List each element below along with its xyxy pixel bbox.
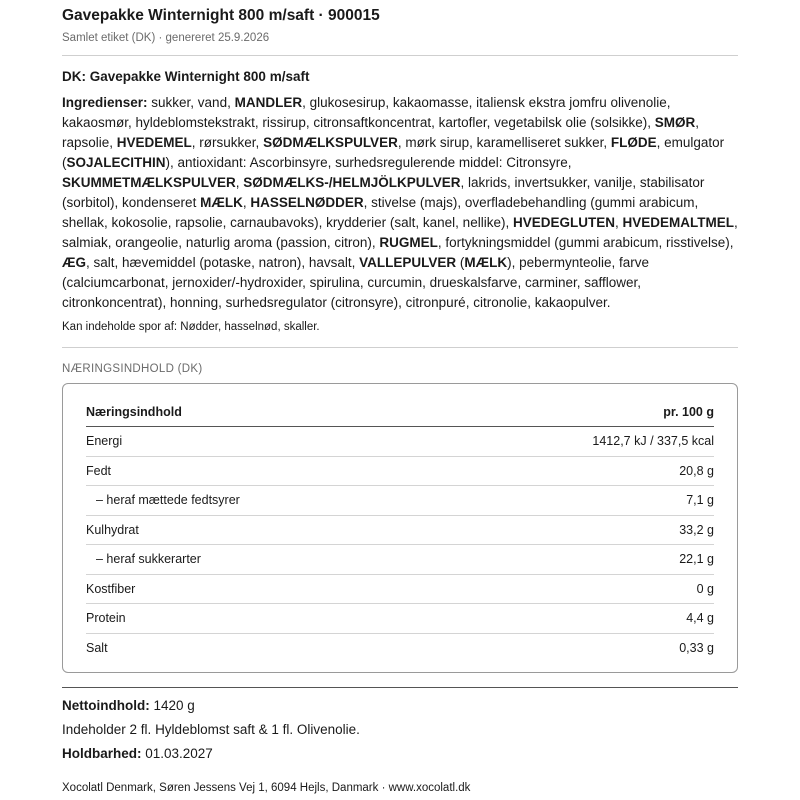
net-content-value: 1420 g — [149, 698, 195, 713]
nutrient-name: Energi — [86, 427, 437, 457]
ingredient-text: , salt, hævemiddel (potaske, natron), havsalt, — [86, 255, 360, 270]
allergen-ingredient: MANDLER — [234, 95, 303, 110]
page-subtitle: Samlet etiket (DK) · genereret 25.9.2026 — [62, 32, 270, 44]
ingredient-text: ), antioxidant: Ascorbinsyre, surhedsregulerende middel: Citronsyre, — [165, 155, 572, 170]
nutrient-value: 0 g — [437, 574, 714, 604]
allergen-ingredient: MÆLK — [464, 255, 508, 270]
ingredient-text: , — [614, 215, 623, 230]
nutrient-value: 7,1 g — [437, 486, 714, 516]
best-before — [62, 745, 738, 763]
ingredients-list — [62, 95, 738, 310]
nutrition-header-row — [86, 398, 714, 427]
ingredient-text: , rørsukker, — [191, 135, 264, 150]
allergen-ingredient: ÆG — [62, 255, 87, 270]
allergen-ingredient: HVEDEGLUTEN — [512, 215, 615, 230]
product-name: DK: Gavepakke Winternight 800 m/saft — [62, 69, 310, 84]
best-before-label: Holdbarhed: — [62, 746, 142, 761]
nutrient-value: 1412,7 kJ / 337,5 kcal — [437, 427, 714, 457]
allergen-ingredient: SKUMMETMÆLKSPULVER — [62, 175, 236, 190]
nutrition-row — [86, 456, 714, 486]
ingredients-label: Ingredienser: — [62, 95, 148, 110]
ingredient-text: , lakrids, invertsukker, vanilje, stabilisator (sorbitol), kondenseret — [62, 175, 705, 210]
page-title: Gavepakke Winternight 800 m/saft · 900015 — [62, 7, 380, 24]
nutrition-header-value: pr. 100 g — [437, 398, 714, 427]
allergen-ingredient: SØDMÆLKSPULVER — [263, 135, 398, 150]
ingredient-text: , stivelse (majs), overfladebehandling (gummi arabicum, shellak, kokosolie, rapsolie, carnaubavoks), krydderier (salt, kanel, nellike), — [62, 195, 699, 230]
ingredient-text: , fortykningsmiddel (gummi arabicum, risstivelse), — [437, 235, 734, 250]
nutrient-value: 20,8 g — [437, 456, 714, 486]
net-content — [62, 697, 738, 715]
nutrition-row — [86, 633, 714, 662]
nutrient-value: 4,4 g — [437, 604, 714, 634]
nutrition-table — [86, 398, 714, 662]
ingredient-text: ( — [456, 255, 465, 270]
ingredient-text: sukker, vand, — [147, 95, 235, 110]
nutrient-name: Fedt — [86, 456, 437, 486]
nutrition-section-label: NÆRINGSINDHOLD (DK) — [62, 363, 203, 375]
nutrient-value: 22,1 g — [437, 545, 714, 575]
ingredient-text: , glukosesirup, kakaomasse, italiensk ekstra jomfru olivenolie, kakaosmør, hyldeblomstekstrakt, rissirup, citronsaftkoncentrat, kartofler, vegetabilsk olie (solsikke), — [62, 95, 671, 130]
nutrient-name: – heraf sukkerarter — [86, 545, 437, 575]
ingredient-text: , — [235, 175, 244, 190]
manufacturer-address: Xocolatl Denmark, Søren Jessens Vej 1, 6094 Hejls, Danmark · www.xocolatl.dk — [62, 782, 471, 794]
allergen-ingredient: SMØR — [654, 115, 696, 130]
divider — [62, 687, 738, 688]
allergen-ingredient: SØDMÆLKS-/HELMJÖLKPULVER — [243, 175, 461, 190]
nutrition-row — [86, 486, 714, 516]
nutrient-name: – heraf mættede fedtsyrer — [86, 486, 437, 516]
nutrition-header-name: Næringsindhold — [86, 398, 437, 427]
allergen-ingredient: RUGMEL — [379, 235, 438, 250]
nutrient-value: 33,2 g — [437, 515, 714, 545]
nutrition-row — [86, 427, 714, 457]
ingredient-text: , mørk sirup, karamelliseret sukker, — [397, 135, 611, 150]
nutrient-name: Kulhydrat — [86, 515, 437, 545]
ingredient-text: , salmiak, orangeolie, naturlig aroma (passion, citron), — [62, 215, 738, 250]
nutrient-value: 0,33 g — [679, 640, 714, 655]
ingredient-text: , emulgator ( — [62, 135, 725, 170]
contains-note: Indeholder 2 fl. Hyldeblomst saft & 1 fl. Olivenolie. — [62, 722, 360, 737]
nutrition-row — [86, 574, 714, 604]
allergen-ingredient: SOJALECITHIN — [66, 155, 166, 170]
nutrition-row — [86, 604, 714, 634]
nutrient-name: Protein — [86, 604, 437, 634]
ingredient-text: , rapsolie, — [62, 115, 699, 150]
allergen-trace-note: Kan indeholde spor af: Nødder, hasselnød, skaller. — [62, 321, 320, 333]
nutrient-name: Salt — [86, 640, 108, 655]
allergen-ingredient: VALLEPULVER — [359, 255, 457, 270]
nutrition-table-box — [62, 383, 738, 673]
allergen-ingredient: HVEDEMEL — [116, 135, 192, 150]
ingredients-text — [62, 93, 738, 313]
allergen-ingredient: MÆLK — [200, 195, 243, 210]
net-content-label: Nettoindhold: — [62, 698, 150, 713]
divider — [62, 55, 738, 56]
best-before-value: 01.03.2027 — [141, 746, 213, 761]
allergen-ingredient: FLØDE — [610, 135, 657, 150]
nutrient-name: Kostfiber — [86, 574, 437, 604]
ingredient-text: ), pebermynteolie, farve (calciumcarbonat, jernoxider/-hydroxider, spirulina, curcumin, drueskalsfarve, carminer, safflower, citronkoncentrat), honning, surhedsregulator (citronsyre), citronpuré, citronolie, kakaopulver. — [62, 255, 649, 310]
nutrition-row — [86, 515, 714, 545]
allergen-ingredient: HASSELNØDDER — [250, 195, 364, 210]
divider — [62, 347, 738, 348]
allergen-ingredient: HVEDEMALTMEL — [622, 215, 734, 230]
ingredient-text: , — [242, 195, 251, 210]
nutrition-row — [86, 545, 714, 575]
